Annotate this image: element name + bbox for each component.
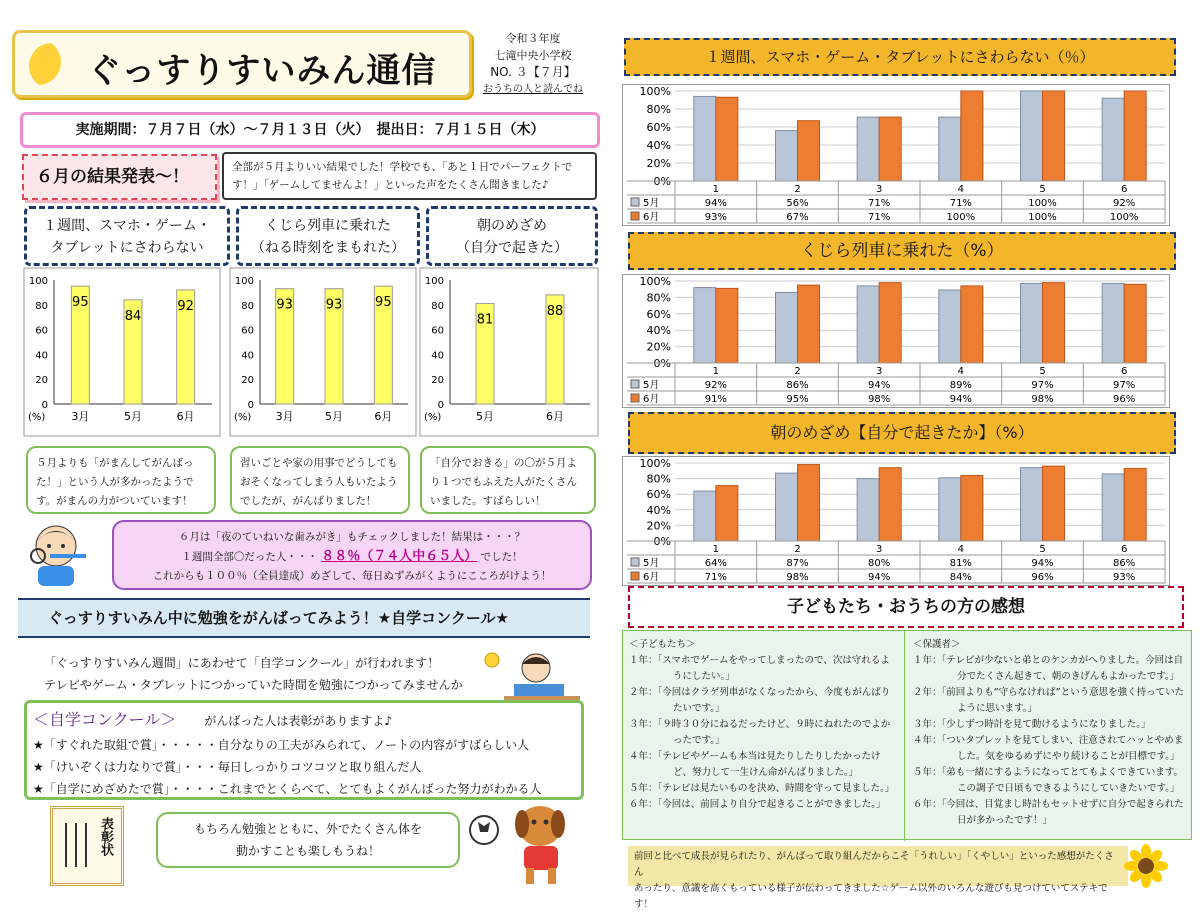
teeth-bubble <box>112 520 592 590</box>
category-whale <box>236 206 420 266</box>
teeth-result-value: ８８％（７４人中６５人） <box>321 549 478 564</box>
period-bar: 実施期間：７月７日（水）～７月１３日（火） 提出日：７月１５日（木） <box>20 112 600 148</box>
data-label: 100% <box>946 212 976 223</box>
legend-label: 6月 <box>643 572 660 583</box>
bar <box>1124 91 1146 181</box>
children-column <box>623 631 905 841</box>
bar <box>716 288 738 363</box>
bar <box>776 473 798 541</box>
chart-whale <box>622 274 1170 408</box>
x-tick-label: 3 <box>875 366 883 377</box>
bar <box>961 475 983 541</box>
data-label: 86% <box>786 380 809 391</box>
bar <box>694 96 716 181</box>
certificate-label: 表彰状 <box>98 817 113 856</box>
legend-label: 6月 <box>643 212 660 223</box>
y-tick-label: 80% <box>646 103 671 116</box>
y-tick-label: 0% <box>653 357 671 370</box>
y-tick-label: 60% <box>646 488 671 502</box>
parents-comment: ２年：「前回よりも“守らなければ”という意思を強く持っていたように思います。」 <box>913 687 1185 714</box>
school-name: 七滝中央小学校 <box>494 49 572 62</box>
data-label: 94% <box>868 572 891 583</box>
mini-chart-phone <box>24 268 220 436</box>
studying-kid-icon <box>484 650 594 706</box>
category-line: （ねる時刻をまもれた） <box>251 240 405 256</box>
teeth-result-label: １週間全部〇だった人・・・ <box>181 551 318 563</box>
bar-value-label: 92 <box>177 298 194 314</box>
y-tick-label: 20 <box>35 375 48 387</box>
read-note: おうちの人と読んでね <box>483 84 583 95</box>
y-tick-label: 40% <box>646 503 671 517</box>
legend-label: 5月 <box>643 380 660 391</box>
x-tick-label: 6 <box>1120 544 1128 555</box>
y-tick-label: 80 <box>431 300 444 312</box>
data-label: 92% <box>704 380 727 391</box>
data-label: 64% <box>704 558 727 569</box>
parents-comment: ４年：「ついタブレットを見てしまい、注意されてハッとやめました。気をゆるめずにやり続けることが目標です。」 <box>913 735 1184 762</box>
bar <box>1102 98 1124 181</box>
y-tick-label: 40% <box>646 324 671 338</box>
bar <box>1043 466 1065 541</box>
x-tick-label: 5月 <box>476 410 494 423</box>
data-label: 91% <box>704 394 727 405</box>
x-tick-label: 6月 <box>374 410 393 423</box>
data-label: 71% <box>704 572 727 583</box>
children-comment: ３年：「９時３０分にねるだったけど、９時にねれたのでよかったです。」 <box>629 719 891 746</box>
data-label: 96% <box>1113 394 1136 405</box>
data-label: 95% <box>786 394 809 405</box>
intro-line: テレビやゲーム・タブレットにつかっていた時間を勉強につかってみませんか <box>44 678 463 692</box>
bar <box>694 288 716 363</box>
x-tick-label: 4 <box>957 366 965 377</box>
x-tick-label: 3 <box>875 184 883 195</box>
bar <box>857 479 879 541</box>
bar <box>879 117 901 181</box>
legend-swatch <box>631 394 639 402</box>
x-tick-label: 6 <box>1120 366 1128 377</box>
y-tick-label: 20 <box>241 375 254 387</box>
data-label: 89% <box>949 380 972 391</box>
x-tick-label: 1 <box>712 184 720 195</box>
legend-swatch <box>631 380 639 388</box>
award-item: ★「けいぞくは力なりで賞」・・・毎日しっかりコツコツと取り組んだ人 <box>33 760 422 774</box>
x-tick-label: 2 <box>794 366 801 377</box>
x-tick-label: 5 <box>1039 366 1046 377</box>
y-tick-label: 40 <box>35 350 48 362</box>
issue-number: NO. ３【７月】 <box>490 65 576 79</box>
bar <box>776 131 798 181</box>
bar <box>939 290 961 363</box>
chart-title-phone: １週間、スマホ・ゲーム・タブレットにさわらない（％） <box>624 38 1176 76</box>
data-label: 97% <box>1113 380 1136 391</box>
bar-value-label: 93 <box>276 297 293 313</box>
intro-line: 「ぐっすりすいみん週間」にあわせて「自学コンクール」が行われます！ <box>44 656 440 670</box>
sunflower-icon <box>1124 844 1168 888</box>
results-heading: ６月の結果発表～！ <box>22 154 217 200</box>
x-tick-label: 6月 <box>546 410 564 423</box>
data-label: 93% <box>1113 572 1136 583</box>
certificate-icon <box>50 806 124 886</box>
chart-wakeup <box>622 456 1170 586</box>
bar <box>1043 91 1065 181</box>
y-tick-label: 40 <box>241 350 254 362</box>
bar <box>776 292 798 363</box>
y-tick-label: 60 <box>35 325 48 337</box>
category-line: タブレットにさわらない <box>50 240 204 256</box>
legend-swatch <box>631 572 639 580</box>
category-phone <box>24 206 230 266</box>
data-label: 100% <box>1028 212 1057 223</box>
data-label: 100% <box>1109 212 1139 223</box>
data-label: 94% <box>704 198 727 209</box>
bar <box>1102 474 1124 541</box>
year-label: 令和３年度 <box>505 32 561 45</box>
parents-comment: ３年：「少しずつ時計を見て動けるようになりました。」 <box>913 719 1151 730</box>
children-comment: ４年：「テレビやゲームも本当は見たりしたりしたかったけど、努力して一生けん命がんばりました。」 <box>629 751 881 778</box>
results-note: 全部が５月よりいい結果でした！学校でも、「あと１日でパーフェクトです！」「ゲームしてませんよ！」といった声をたくさん聞きました♪ <box>222 152 597 200</box>
chart-title-wakeup: 朝のめざめ【自分で起きたか】（%） <box>628 412 1176 454</box>
x-tick-label: 6 <box>1120 184 1128 195</box>
bar <box>857 286 879 363</box>
data-label: 100% <box>1028 198 1057 209</box>
data-label: 71% <box>949 198 972 209</box>
category-line: くじら列車に乗れた <box>265 218 391 234</box>
bar <box>879 468 901 541</box>
legend-label: 5月 <box>643 198 660 209</box>
y-tick-label: 20 <box>431 375 444 387</box>
box-subtitle: がんばった人は表彰がありますよ♪ <box>204 714 393 728</box>
children-comment: ６年：「今回は、前回より自分で起きることができました。」 <box>629 799 886 810</box>
legend-swatch <box>631 558 639 566</box>
x-tick-label: 2 <box>794 544 801 555</box>
category-line: 朝のめざめ <box>477 218 547 234</box>
bar-value-label: 84 <box>124 308 142 324</box>
mini-chart-frame <box>420 268 598 436</box>
y-tick-label: 40 <box>431 350 444 362</box>
bar <box>1021 283 1043 363</box>
y-tick-label: 20% <box>646 157 671 170</box>
bar <box>857 117 879 181</box>
y-tick-label: 0% <box>653 175 671 188</box>
x-tick-label: 6月 <box>176 410 195 423</box>
bar-value-label: 81 <box>476 312 494 328</box>
bar <box>879 283 901 363</box>
y-tick-label: 80 <box>35 300 48 312</box>
y-tick-label: 100% <box>639 457 671 470</box>
data-label: 94% <box>1031 558 1054 569</box>
moon-icon <box>29 43 75 89</box>
data-label: 94% <box>949 394 972 405</box>
closing-bubble <box>156 812 460 868</box>
concours-box-title <box>33 707 553 730</box>
teeth-line: ６月は「夜のていねいな歯みがき」もチェックしました！結果は・・・？ <box>178 531 526 543</box>
closing-line: 動かすことも楽しもうね！ <box>235 844 380 858</box>
bar <box>798 465 820 541</box>
bar-value-label: 95 <box>375 295 392 311</box>
closing-line: もちろん勉強とともに、外でたくさん体を <box>193 822 422 836</box>
x-tick-label: 5月 <box>325 410 343 423</box>
children-comment: １年：「スマホでゲームをやってしまったので、次は守れるようにしたい。」 <box>629 655 890 682</box>
data-label: 71% <box>868 212 891 223</box>
data-label: 96% <box>1031 572 1054 583</box>
unit-label: (%) <box>28 412 46 423</box>
impressions-footer <box>628 846 1128 910</box>
award-item: ★「すぐれた取組で賞」・・・・・自分なりの工夫がみられて、ノートの内容がすばらしい人 <box>33 738 530 752</box>
bar-value-label: 88 <box>546 303 564 319</box>
data-label: 87% <box>786 558 809 569</box>
comment-bubble: 習いごとや家の用事でどうしてもおそくなってしまう人もいたようでしたが、がんばりました！ <box>230 446 410 514</box>
bar <box>798 285 820 363</box>
legend-swatch <box>631 198 639 206</box>
x-tick-label: 5月 <box>124 410 142 423</box>
x-tick-label: 3月 <box>275 410 294 423</box>
data-label: 84% <box>949 572 972 583</box>
dog-soccer-icon <box>464 796 594 890</box>
y-tick-label: 0 <box>437 400 444 411</box>
x-tick-label: 5 <box>1039 184 1046 195</box>
category-line: １週間、スマホ・ゲーム・ <box>43 218 211 234</box>
parents-column <box>907 631 1191 841</box>
bar <box>1021 91 1043 181</box>
x-tick-label: 4 <box>957 184 965 195</box>
y-tick-label: 20% <box>646 340 671 354</box>
x-tick-label: 2 <box>794 184 801 195</box>
y-tick-label: 80% <box>646 291 671 305</box>
data-label: 71% <box>868 198 891 209</box>
data-label: 80% <box>868 558 891 569</box>
concours-box <box>24 700 584 800</box>
teeth-result <box>114 547 590 567</box>
data-label: 98% <box>1031 394 1054 405</box>
data-label: 86% <box>1113 558 1136 569</box>
bar <box>1043 283 1065 363</box>
y-tick-label: 100 <box>424 276 444 287</box>
bar-value-label: 93 <box>325 297 343 313</box>
bar <box>961 91 983 181</box>
y-tick-label: 80% <box>646 472 671 486</box>
mini-chart-whale <box>230 268 416 436</box>
x-tick-label: 1 <box>712 366 720 377</box>
legend-label: 5月 <box>643 558 660 569</box>
bar-value-label: 95 <box>72 295 89 311</box>
y-tick-label: 100% <box>639 85 671 98</box>
data-label: 67% <box>786 212 809 223</box>
data-label: 81% <box>949 558 972 569</box>
box-title: ＜自学コンクール＞ <box>33 710 177 729</box>
y-tick-label: 40% <box>646 139 671 152</box>
school-info <box>478 30 588 98</box>
unit-label: (%) <box>424 412 442 423</box>
bar <box>1124 468 1146 541</box>
bar <box>1021 468 1043 541</box>
legend-swatch <box>631 212 639 220</box>
y-tick-label: 60 <box>241 325 254 337</box>
footer-line: 前回と比べて成長が見られたり、がんばって取り組んだからこそ「うれしい」「くやしい」といった感想がたくさん <box>634 851 1114 878</box>
unit-label: (%) <box>234 412 252 423</box>
teeth-result-end: でした！ <box>480 551 523 563</box>
children-comment: ２年：「今回はクラゲ列車がなくなったから、今度もがんばりたいです。」 <box>629 687 891 714</box>
data-label: 92% <box>1113 198 1136 209</box>
category-line: （自分で起きた） <box>456 240 568 256</box>
x-tick-label: 3月 <box>71 410 90 423</box>
y-tick-label: 0 <box>41 400 48 411</box>
title-banner <box>12 30 472 98</box>
data-label: 97% <box>1031 380 1054 391</box>
category-wakeup <box>426 206 598 266</box>
data-label: 94% <box>868 380 891 391</box>
toothbrush-boy-icon <box>28 518 98 588</box>
y-tick-label: 100% <box>639 275 671 288</box>
bar <box>798 121 820 181</box>
x-tick-label: 4 <box>957 544 965 555</box>
data-label: 93% <box>704 212 727 223</box>
mini-chart-wakeup <box>420 268 598 436</box>
bar <box>716 97 738 181</box>
children-title: ＜子どもたち＞ <box>629 639 696 650</box>
y-tick-label: 60 <box>431 325 444 337</box>
award-item: ★「自学にめざめたで賞」・・・・これまでとくらべて、とてもよくがんばった努力がわかる人 <box>33 782 542 796</box>
legend-label: 6月 <box>643 394 660 405</box>
y-tick-label: 0 <box>247 400 254 411</box>
y-tick-label: 80 <box>241 300 254 312</box>
bar <box>716 486 738 541</box>
y-tick-label: 100 <box>28 276 48 287</box>
bar <box>694 491 716 541</box>
y-tick-label: 0% <box>653 535 671 548</box>
x-tick-label: 1 <box>712 544 720 555</box>
bar <box>1124 284 1146 363</box>
parents-title: ＜保護者＞ <box>913 639 961 650</box>
chart-title-whale: くじら列車に乗れた（%） <box>628 232 1176 270</box>
data-label: 98% <box>868 394 891 405</box>
bar <box>1102 283 1124 363</box>
y-tick-label: 60% <box>646 307 671 321</box>
concours-heading: ぐっすりすいみん中に勉強をがんばってみよう！★自学コンクール★ <box>18 598 590 638</box>
chart-phone <box>622 84 1170 226</box>
footer-line: あったり、意識を高くもっている様子が伝わってきました☆ゲーム以外のいろんな遊びも見つけていてステキです！ <box>634 883 1108 910</box>
bar <box>939 117 961 181</box>
parents-comment: ６年：「今回は、目覚まし時計もセットせずに自分で起きられた日が多かったです！」 <box>913 799 1184 826</box>
y-tick-label: 60% <box>646 121 671 134</box>
impressions-heading: 子どもたち・おうちの方の感想 <box>628 586 1184 628</box>
bar <box>961 286 983 363</box>
impressions-box <box>622 630 1192 840</box>
y-tick-label: 100 <box>234 276 254 287</box>
x-tick-label: 5 <box>1039 544 1046 555</box>
comment-bubble: 「自分でおきる」の〇が５月より１つでもふえた人がたくさんいました。すばらしい！ <box>420 446 596 514</box>
data-label: 56% <box>786 198 809 209</box>
children-comment: ５年：「テレビは見たいものを決め、時間を守って見ました。」 <box>629 783 895 794</box>
comment-bubble: ５月よりも「がまんしてがんばった！」という人が多かったようです。がまんの力がついています！ <box>26 446 216 514</box>
page-title: ぐっすりすいみん通信 <box>87 51 437 91</box>
y-tick-label: 20% <box>646 519 671 533</box>
bar <box>939 478 961 541</box>
x-tick-label: 3 <box>875 544 883 555</box>
teeth-line: これからも１００％（全員達成）めざして、毎日ぬずみがくようにこころがけよう！ <box>152 570 552 582</box>
parents-comment: ５年：「弟も一緒にするようになってとてもよくできています。この調子で日頃もできるようにしていきたいです。」 <box>913 767 1183 794</box>
parents-comment: １年：「テレビが少ないと弟とのケンカがへりました。今回は自分でたくさん起きて、朝のきげんもよかったです。」 <box>913 655 1184 682</box>
data-label: 98% <box>786 572 809 583</box>
